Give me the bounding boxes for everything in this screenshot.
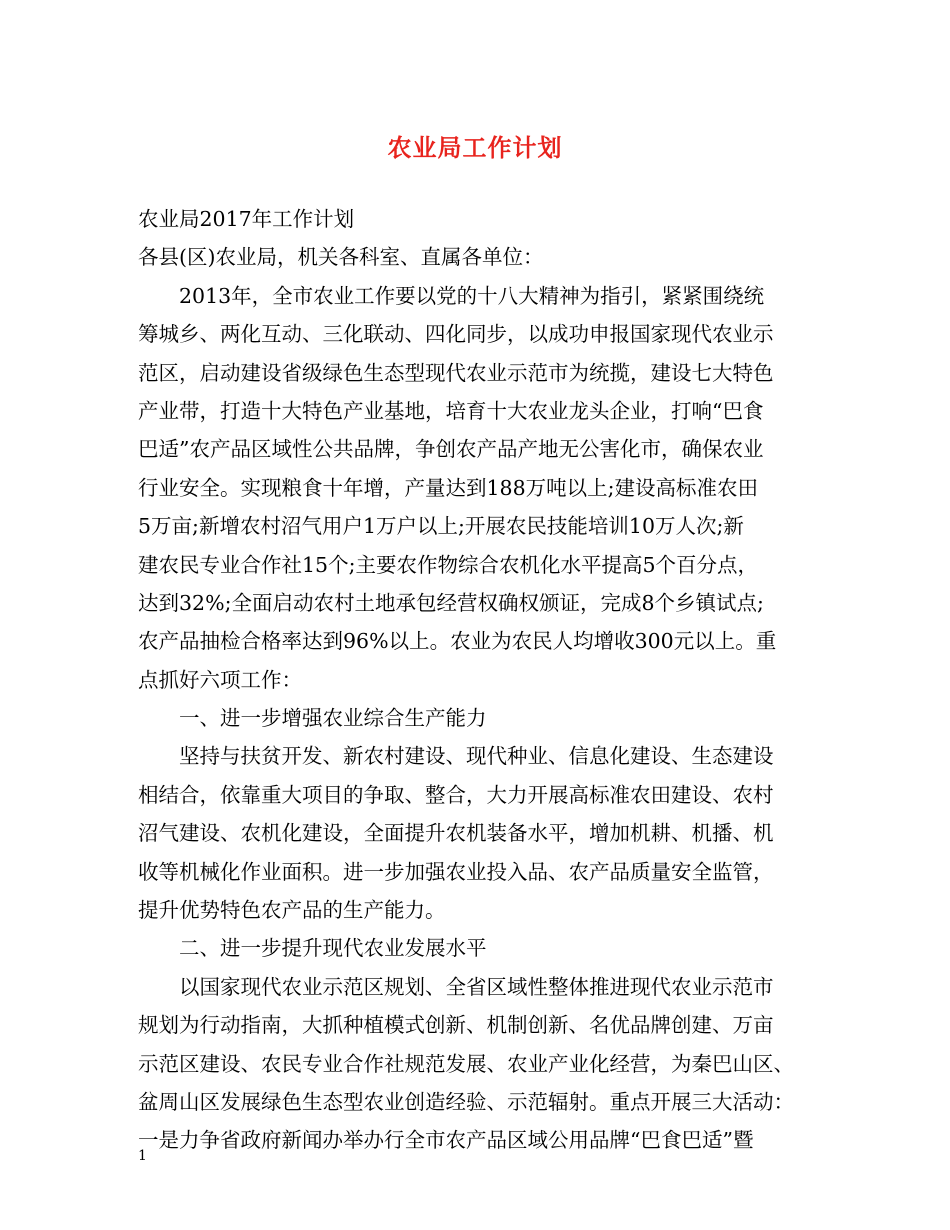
paragraph-line: 2013年，全市农业工作要以党的十八大精神为指引，紧紧围绕统 (138, 283, 765, 308)
paragraph-line: 点抓好六项工作： (138, 667, 302, 692)
paragraph-line: 筹城乡、两化互动、三化联动、四化同步，以成功申报国家现代农业示 (138, 322, 774, 347)
paragraph-line: 相结合，依靠重大项目的争取、整合，大力开展高标准农田建设、农村 (138, 782, 774, 807)
document-title: 农业局工作计划 (387, 133, 563, 162)
section-heading: 二、进一步提升现代农业发展水平 (138, 936, 487, 961)
paragraph-line: 行业安全。实现粮食十年增，产量达到188万吨以上;建设高标准农田 (138, 475, 759, 500)
section-heading: 一、进一步增强农业综合生产能力 (138, 706, 487, 731)
paragraph-line: 产业带，打造十大特色产业基地，培育十大农业龙头企业，打响“巴食 (138, 398, 764, 423)
paragraph-line: 收等机械化作业面积。进一步加强农业投入品、农产品质量安全监管， (138, 859, 774, 884)
paragraph-line: 以国家现代农业示范区规划、全省区域性整体推进现代农业示范市 (138, 974, 774, 999)
paragraph-line: 农产品抽检合格率达到96%以上。农业为农民人均增收300元以上。重 (138, 629, 777, 654)
paragraph-line: 5万亩;新增农村沼气用户1万户以上;开展农民技能培训10万人次;新 (138, 514, 744, 539)
paragraph-line: 沼气建设、农机化建设，全面提升农机装备水平，增加机耕、机播、机 (138, 821, 774, 846)
paragraph-line: 各县(区)农业局，机关各科室、直属各单位： (138, 245, 544, 270)
document-body (138, 200, 818, 1160)
paragraph-line: 农业局2017年工作计划 (138, 207, 355, 231)
paragraph-line: 巴适”农产品区域性公共品牌，争创农产品产地无公害化市，确保农业 (138, 437, 764, 462)
paragraph-line: 一是力争省政府新闻办举办行全市农产品区域公用品牌“巴食巴适”暨 (138, 1128, 754, 1153)
paragraph-line: 坚持与扶贫开发、新农村建设、现代种业、信息化建设、生态建设 (138, 744, 774, 769)
page-number: 1 (138, 1148, 147, 1164)
paragraph-line: 示范区建设、农民专业合作社规范发展、农业产业化经营，为秦巴山区、 (138, 1051, 794, 1076)
paragraph-line: 提升优势特色农产品的生产能力。 (138, 898, 446, 923)
paragraph-line: 达到32%;全面启动农村土地承包经营权确权颁证，完成8个乡镇试点; (138, 590, 764, 615)
paragraph-line: 范区，启动建设省级绿色生态型现代农业示范市为统揽，建设七大特色 (138, 360, 774, 385)
paragraph-line: 规划为行动指南，大抓种植模式创新、机制创新、名优品牌创建、万亩 (138, 1013, 774, 1038)
paragraph-line: 建农民专业合作社15个;主要农作物综合农机化水平提高5个百分点， (138, 552, 759, 577)
paragraph-line: 盆周山区发展绿色生态型农业创造经验、示范辐射。重点开展三大活动： (138, 1089, 794, 1114)
